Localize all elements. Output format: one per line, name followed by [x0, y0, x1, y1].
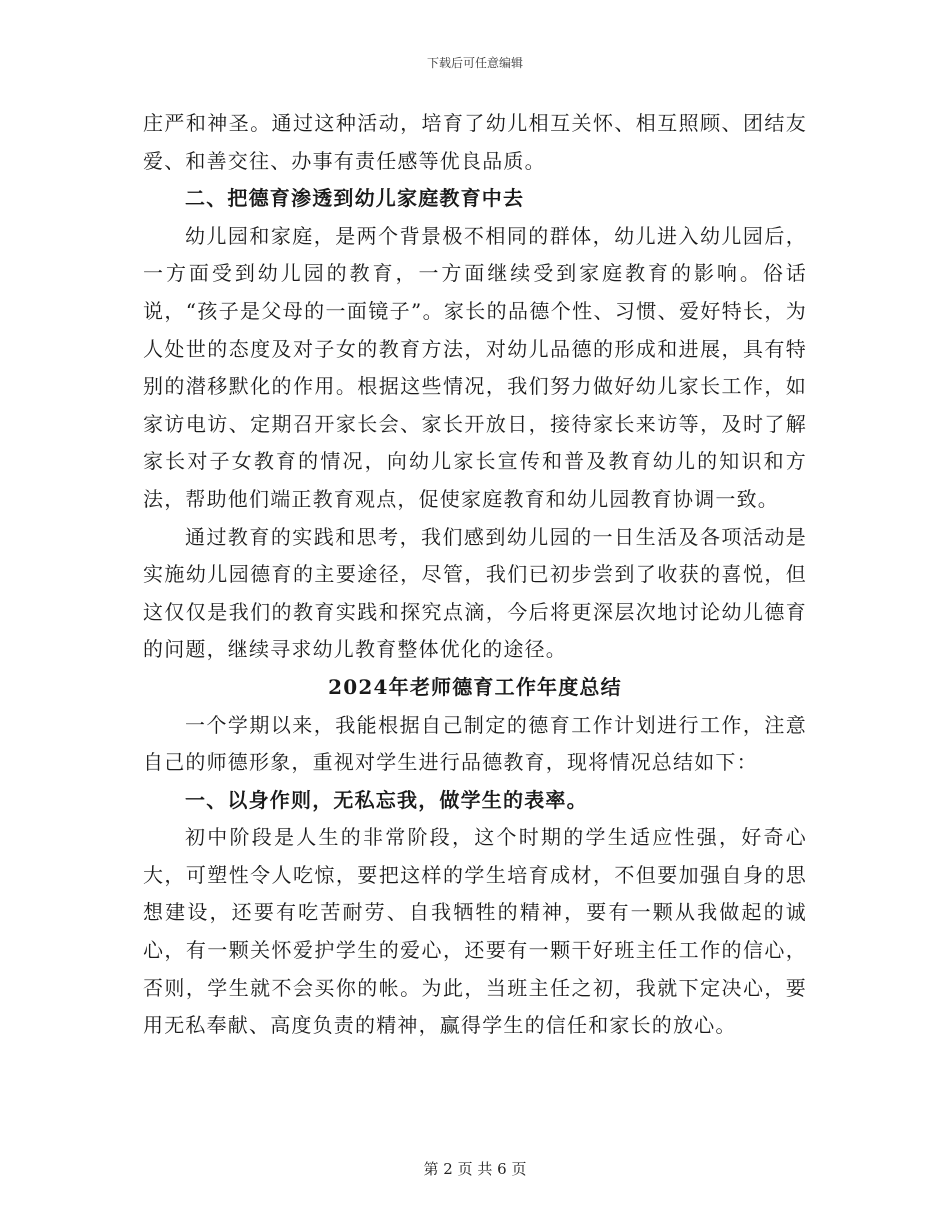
document-body [143, 105, 807, 1045]
page-footer: 第 2 页 共 6 页 [423, 1160, 527, 1178]
paragraph-family-education: 幼儿园和家庭，是两个背景极不相同的群体，幼儿进入幼儿园后，一方面受到幼儿园的教育，一方面继续受到家庭教育的影响。俗话说，“孩子是父母的一面镜子”。家长的品德个性、习惯、爱好特长，为人处世的态度及对子女的教育方法，对幼儿品德的形成和进展，具有特别的潜移默化的作用。根据这些情况，我们努力做好幼儿家长工作，如家访电访、定期召开家长会、家长开放日，接待家长来访等，及时了解家长对子女教育的情况，向幼儿家长宣传和普及教育幼儿的知识和方法，帮助他们端正教育观点，促使家庭教育和幼儿园教育协调一致。 [143, 223, 807, 511]
paragraph-intro: 一个学期以来，我能根据自己制定的德育工作计划进行工作，注意自己的师德形象，重视对学生进行品德教育，现将情况总结如下： [143, 712, 807, 775]
document-title: 2024年老师德育工作年度总结 [328, 674, 622, 699]
page-header: 下载后可任意编辑 [426, 56, 523, 70]
section-heading-2: 二、把德育渗透到幼儿家庭教育中去 [185, 186, 525, 211]
section-heading-1: 一、以身作则，无私忘我，做学生的表率。 [185, 787, 588, 812]
paragraph-continued: 庄严和神圣。通过这种活动，培育了幼儿相互关怀、相互照顾、团结友爱、和善交往、办事有责任感等优良品质。 [143, 111, 807, 173]
paragraph-role-model: 初中阶段是人生的非常阶段，这个时期的学生适应性强，好奇心大，可塑性令人吃惊，要把这样的学生培育成材，不但要加强自身的思想建设，还要有吃苦耐劳、自我牺牲的精神，要有一颗从我做起的诚心，有一颗关怀爱护学生的爱心，还要有一颗干好班主任工作的信心，否则，学生就不会买你的帐。为此，当班主任之初，我就下定决心，要用无私奉献、高度负责的精神，赢得学生的信任和家长的放心。 [143, 825, 807, 1038]
paragraph-conclusion: 通过教育的实践和思考，我们感到幼儿园的一日生活及各项活动是实施幼儿园德育的主要途径，尽管，我们已初步尝到了收获的喜悦，但这仅仅是我们的教育实践和探究点滴，今后将更深层次地讨论幼儿德育的问题，继续寻求幼儿教育整体优化的途径。 [143, 524, 807, 662]
